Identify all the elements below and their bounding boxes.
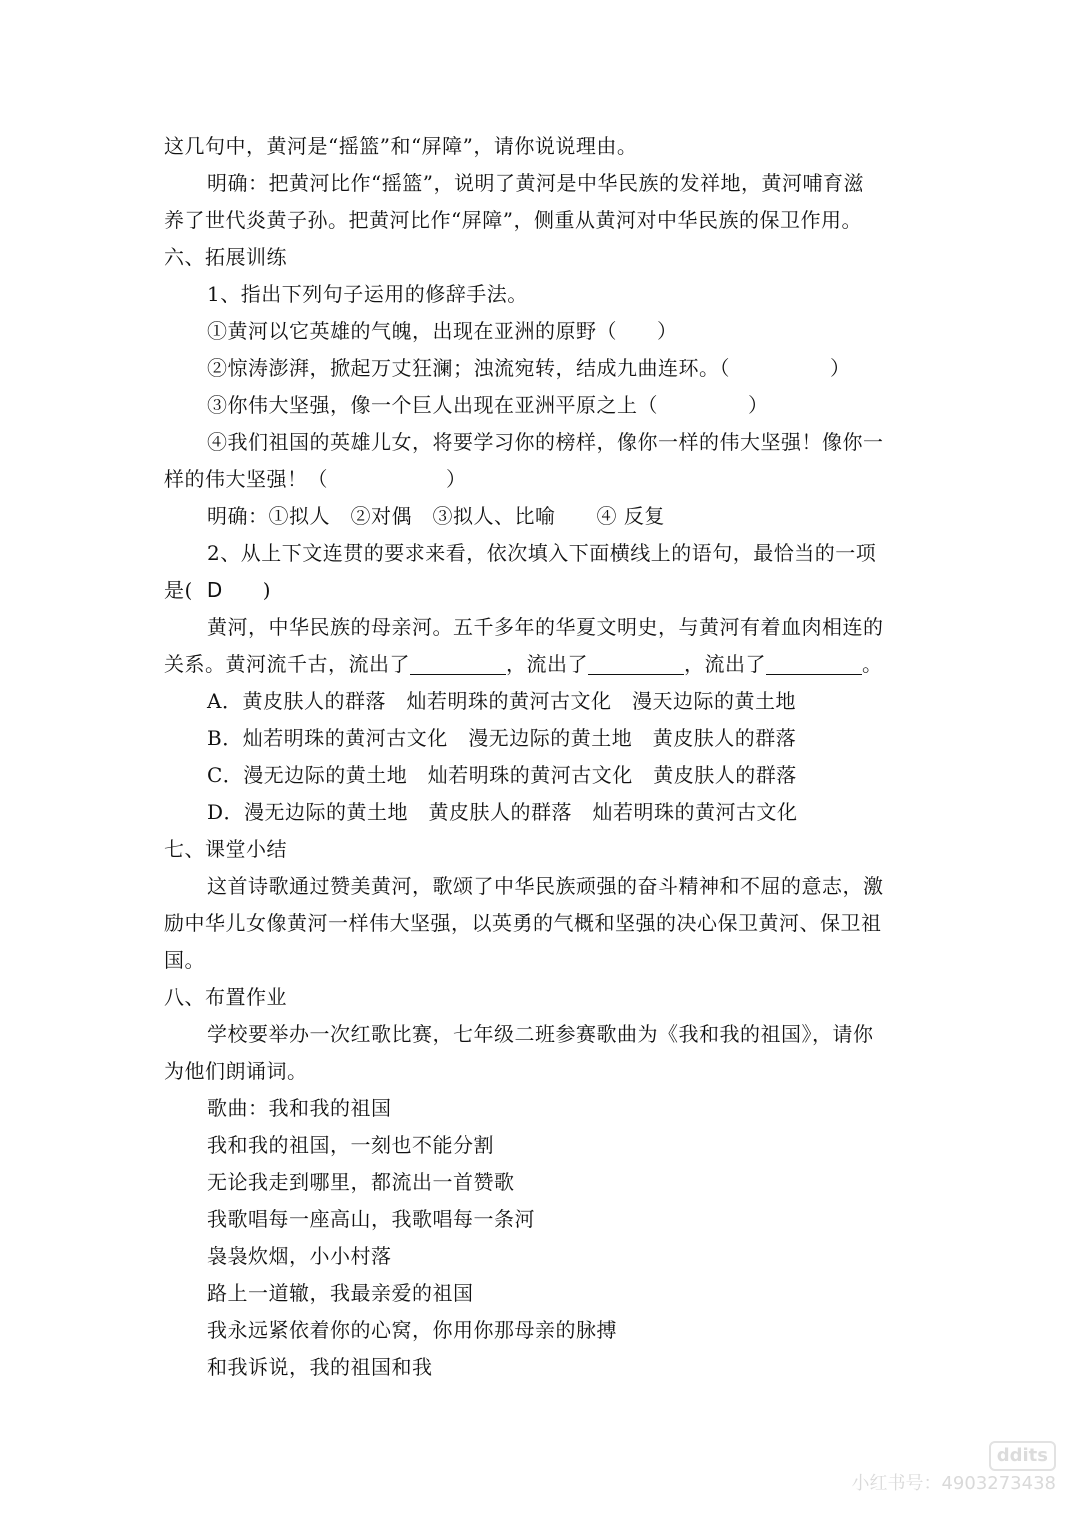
question-item (0, 387, 1080, 424)
lyric-line: 我永远紧依着你的心窝，你用你那母亲的脉搏 (207, 1318, 617, 1342)
option-d: D．漫无边际的黄土地 黄皮肤人的群落 灿若明珠的黄河古文化 (207, 800, 798, 824)
answer-value: D (206, 578, 223, 602)
item-text: ②惊涛澎湃，掀起万丈狂澜；浊流宛转，结成九曲连环。（ (207, 356, 730, 380)
bracket-close: ） (446, 467, 467, 491)
item-text: 关系。黄河流千古，流出了 (164, 652, 410, 676)
text-line: 这首诗歌通过赞美黄河，歌颂了中华民族顽强的奋斗精神和不屈的意志，激 (207, 874, 884, 898)
fill-underline (588, 652, 684, 675)
fill-underline (410, 652, 506, 675)
text-line: 学校要举办一次红歌比赛，七年级二班参赛歌曲为《我和我的祖国》，请你 (207, 1022, 874, 1046)
section-heading: 八、布置作业 (164, 985, 287, 1009)
lyric-line: 路上一道辙，我最亲爱的祖国 (207, 1281, 474, 1305)
fill-underline (766, 652, 862, 675)
text-line: 为他们朗诵词。 (164, 1059, 308, 1083)
answer-line: 明确：①拟人 ②对偶 ③拟人、比喻 ④ 反复 (207, 504, 665, 528)
lyric-line: 我歌唱每一座高山，我歌唱每一条河 (207, 1207, 535, 1231)
item-text: ，流出了 (684, 652, 766, 676)
text-line: 国。 (164, 948, 205, 972)
lyric-line: 我和我的祖国，一刻也不能分割 (207, 1133, 494, 1157)
question-title-cont (0, 572, 1080, 609)
text-line: 黄河，中华民族的母亲河。五千多年的华夏文明史，与黄河有着血肉相连的 (207, 615, 884, 639)
question-item: ④我们祖国的英雄儿女，将要学习你的榜样，像你一样的伟大坚强！像你一 (207, 430, 884, 454)
item-text: 。 (862, 652, 883, 676)
document-body (0, 128, 1080, 1386)
question-item (0, 350, 1080, 387)
item-text: 是( (164, 578, 193, 602)
watermark (851, 1441, 1056, 1497)
section-heading: 七、课堂小结 (164, 837, 287, 861)
text-line: 这几句中，黄河是“摇篮”和“屏障”，请你说说理由。 (164, 134, 638, 158)
option-b: B．灿若明珠的黄河古文化 漫无边际的黄土地 黄皮肤人的群落 (207, 726, 797, 750)
question-title: 2、从上下文连贯的要求来看，依次填入下面横线上的语句，最恰当的一项 (207, 541, 877, 565)
watermark-text: 小红书号：4903273438 (851, 1473, 1056, 1494)
bracket-close: ） (830, 356, 851, 380)
text-line: 励中华儿女像黄河一样伟大坚强，以英勇的气概和坚强的决心保卫黄河、保卫祖 (164, 911, 882, 935)
text-line: 明确：把黄河比作“摇篮”，说明了黄河是中华民族的发祥地，黄河哺育滋 (207, 171, 864, 195)
question-item-cont (0, 461, 1080, 498)
bracket-close: ) (262, 578, 272, 602)
option-c: C．漫无边际的黄土地 灿若明珠的黄河古文化 黄皮肤人的群落 (207, 763, 797, 787)
item-text: ，流出了 (506, 652, 588, 676)
lyric-line: 袅袅炊烟，小小村落 (207, 1244, 392, 1268)
section-heading: 六、拓展训练 (164, 245, 287, 269)
text-line: 养了世代炎黄子孙。把黄河比作“屏障”，侧重从黄河对中华民族的保卫作用。 (164, 208, 862, 232)
option-a: A．黄皮肤人的群落 灿若明珠的黄河古文化 漫天边际的黄土地 (207, 689, 796, 713)
watermark-logo: ddits (989, 1441, 1056, 1471)
lyric-line: 和我诉说，我的祖国和我 (207, 1355, 433, 1379)
lyric-line: 无论我走到哪里，都流出一首赞歌 (207, 1170, 515, 1194)
question-title: 1、指出下列句子运用的修辞手法。 (207, 282, 528, 306)
item-text: ①黄河以它英雄的气魄，出现在亚洲的原野（ (207, 319, 617, 343)
item-text: ③你伟大坚强，像一个巨人出现在亚洲平原之上（ (207, 393, 658, 417)
bracket-close: ） (657, 319, 678, 343)
item-text: 样的伟大坚强！（ (164, 467, 328, 491)
song-title: 歌曲：我和我的祖国 (207, 1096, 392, 1120)
bracket-close: ） (748, 393, 769, 417)
fill-blank-line (0, 646, 1080, 683)
question-item (0, 313, 1080, 350)
